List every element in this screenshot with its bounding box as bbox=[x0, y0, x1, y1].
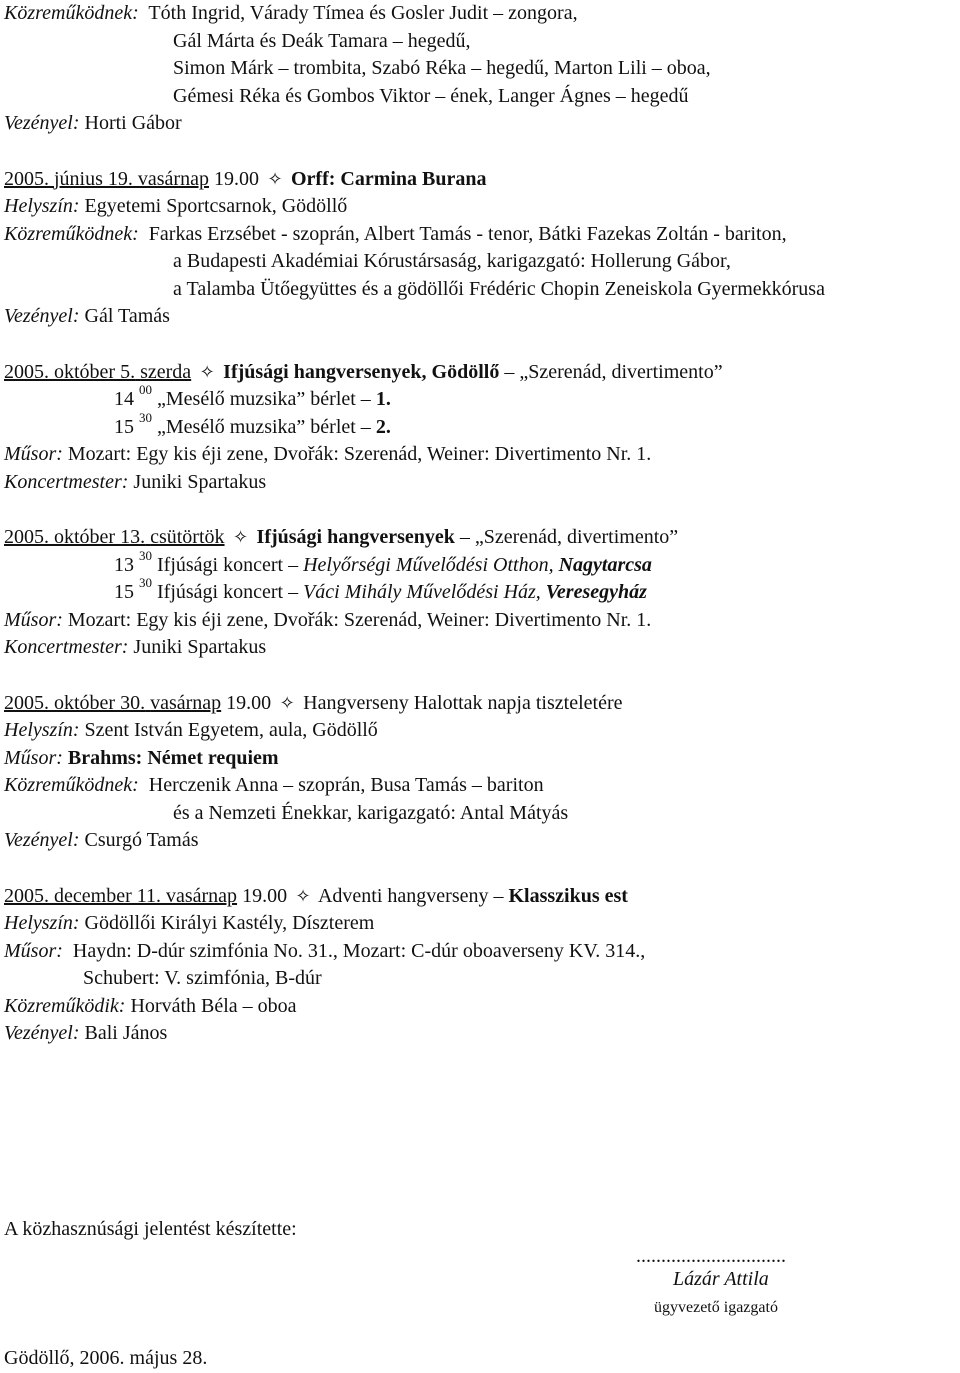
performers-line bbox=[4, 221, 956, 249]
venue-text: Gödöllői Királyi Kastély, Díszterem bbox=[84, 912, 375, 934]
venue-line bbox=[4, 910, 956, 938]
program-text: Brahms: Német requiem bbox=[67, 746, 279, 769]
event-time: 19.00 bbox=[242, 884, 288, 907]
event-date: 2005. október 5. szerda bbox=[4, 360, 192, 383]
place-date: Gödöllő, 2006. május 28. bbox=[4, 1347, 208, 1369]
event-title: Orff: Carmina Burana bbox=[290, 167, 487, 190]
document-page bbox=[4, 0, 956, 1369]
conductor-name: Gál Tamás bbox=[84, 305, 170, 327]
conductor-line bbox=[4, 110, 956, 138]
event-header bbox=[4, 883, 956, 911]
event-title: Ifjúsági hangversenyek, Gödöllő bbox=[223, 360, 500, 383]
event-advent-concert bbox=[4, 883, 956, 1048]
program-text: Mozart: Egy kis éji zene, Dvořák: Szerenád, Weiner: Divertimento Nr. 1. bbox=[67, 608, 652, 631]
conductor-label: Vezényel: bbox=[4, 1022, 80, 1044]
program-label: Műsor: bbox=[4, 443, 63, 465]
event-youth-concert-tour bbox=[4, 524, 956, 662]
event-carmina-burana bbox=[4, 166, 956, 331]
event-date: 2005. december 11. vasárnap bbox=[4, 884, 238, 907]
conductor-line bbox=[4, 303, 956, 331]
concertmaster-label: Koncertmester: bbox=[4, 636, 129, 658]
event-header bbox=[4, 690, 956, 718]
event-youth-concert-godollo bbox=[4, 359, 956, 497]
concertmaster-name: Juniki Spartakus bbox=[133, 636, 267, 658]
program-line: Schubert: V. szimfónia, B-dúr bbox=[83, 967, 322, 989]
event-header bbox=[4, 166, 956, 194]
performers-block-previous bbox=[4, 0, 956, 138]
event-title: Klasszikus est bbox=[508, 884, 628, 907]
session-line: 13 $^{30}$ Ifjúsági koncert – Helyőrségi Művelődési Otthon, Nagytarcsa bbox=[114, 547, 652, 576]
conductor-name: Csurgó Tamás bbox=[84, 829, 199, 851]
event-subtitle: – „Szerenád, divertimento” bbox=[459, 526, 679, 548]
event-date: 2005. október 13. csütörtök bbox=[4, 526, 225, 548]
program-label: Műsor: bbox=[4, 939, 63, 962]
performers-line: Gál Márta és Deák Tamara – hegedű, bbox=[173, 29, 471, 52]
star-icon: ✧ bbox=[199, 361, 215, 382]
program-text: Mozart: Egy kis éji zene, Dvořák: Szerenád, Weiner: Divertimento Nr. 1. bbox=[67, 443, 652, 465]
venue-line bbox=[4, 717, 956, 745]
signer-name: Lázár Attila bbox=[673, 1268, 769, 1290]
session-line: 15 $^{30}$ Ifjúsági koncert – Váci Mihály Művelődési Ház, Veresegyház bbox=[114, 575, 647, 603]
performer-line bbox=[4, 993, 956, 1021]
event-title-prefix: Adventi hangverseny – bbox=[317, 884, 504, 907]
event-all-souls-concert bbox=[4, 690, 956, 855]
program-line bbox=[4, 745, 956, 773]
concertmaster-line bbox=[4, 634, 956, 662]
venue-text: Egyetemi Sportcsarnok, Gödöllő bbox=[84, 195, 348, 217]
venue-label: Helyszín: bbox=[4, 719, 80, 741]
venue-label: Helyszín: bbox=[4, 195, 80, 217]
performers-text: Farkas Erzsébet - szoprán, Albert Tamás - tenor, Bátki Fazekas Zoltán - bariton, bbox=[148, 222, 787, 245]
conductor-name: Horti Gábor bbox=[84, 112, 182, 134]
program-text: Haydn: D-dúr szimfónia No. 31., Mozart: C-dúr oboaverseny KV. 314., bbox=[72, 939, 646, 962]
conductor-line bbox=[4, 827, 956, 855]
report-statement: A közhasznúsági jelentést készítette: bbox=[4, 1218, 297, 1240]
event-title: Ifjúsági hangversenyek bbox=[256, 526, 455, 548]
performers-label: Közreműködnek: bbox=[4, 774, 139, 796]
star-icon: ✧ bbox=[232, 527, 249, 547]
conductor-line bbox=[4, 1020, 956, 1048]
performers-line bbox=[4, 0, 956, 28]
event-time: 19.00 bbox=[213, 167, 259, 190]
performers-line bbox=[4, 772, 956, 800]
event-time: 19.00 bbox=[226, 691, 272, 714]
star-icon: ✧ bbox=[295, 885, 311, 906]
performers-line: a Budapesti Akadémiai Kórustársaság, karigazgató: Hollerung Gábor, bbox=[173, 250, 731, 272]
program-label: Műsor: bbox=[4, 746, 63, 769]
performers-line: Gémesi Réka és Gombos Viktor – ének, Langer Ágnes – hegedű bbox=[173, 84, 689, 107]
performers-text: Herczenik Anna – szoprán, Busa Tamás – bariton bbox=[148, 774, 544, 796]
performer-text: Horváth Béla – oboa bbox=[130, 994, 297, 1017]
star-icon: ✧ bbox=[279, 692, 295, 713]
performers-line: Simon Márk – trombita, Szabó Réka – hegedű, Marton Lili – oboa, bbox=[173, 57, 711, 79]
program-label: Műsor: bbox=[4, 608, 63, 631]
session-line: 15 $^{30}$ „Mesélő muzsika” bérlet – 2. bbox=[114, 409, 391, 438]
performers-line: a Talamba Ütőegyüttes és a gödöllői Frédéric Chopin Zeneiskola Gyermekkórusa bbox=[173, 277, 825, 300]
session-line: 14 $^{00}$ „Mesélő muzsika” bérlet – 1. bbox=[114, 382, 391, 410]
conductor-label: Vezényel: bbox=[4, 305, 80, 327]
concertmaster-line bbox=[4, 469, 956, 497]
performers-line: és a Nemzeti Énekkar, karigazgató: Antal Mátyás bbox=[173, 801, 569, 824]
concertmaster-name: Juniki Spartakus bbox=[133, 470, 267, 493]
signer-role: ügyvezető igazgató bbox=[654, 1299, 778, 1316]
conductor-label: Vezényel: bbox=[4, 829, 80, 851]
signature-dots: .............................. bbox=[636, 1245, 786, 1267]
program-line bbox=[4, 441, 956, 469]
program-line bbox=[4, 938, 956, 966]
conductor-label: Vezényel: bbox=[4, 112, 80, 134]
conductor-name: Bali János bbox=[84, 1022, 168, 1044]
performer-label: Közreműködik: bbox=[4, 994, 126, 1017]
performers-label: Közreműködnek: bbox=[4, 222, 139, 245]
performers-text: Tóth Ingrid, Várady Tímea és Gosler Judit – zongora, bbox=[148, 2, 578, 24]
venue-label: Helyszín: bbox=[4, 912, 80, 934]
venue-line bbox=[4, 193, 956, 221]
event-date: 2005. október 30. vasárnap bbox=[4, 691, 222, 714]
concertmaster-label: Koncertmester: bbox=[4, 470, 129, 493]
star-icon: ✧ bbox=[267, 168, 283, 189]
program-line bbox=[4, 607, 956, 635]
event-date: 2005. június 19. vasárnap bbox=[4, 167, 209, 190]
venue-text: Szent István Egyetem, aula, Gödöllő bbox=[84, 719, 378, 741]
event-title: Hangverseny Halottak napja tiszteletére bbox=[303, 691, 623, 714]
event-subtitle: – „Szerenád, divertimento” bbox=[504, 360, 723, 383]
performers-label: Közreműködnek: bbox=[4, 2, 139, 24]
